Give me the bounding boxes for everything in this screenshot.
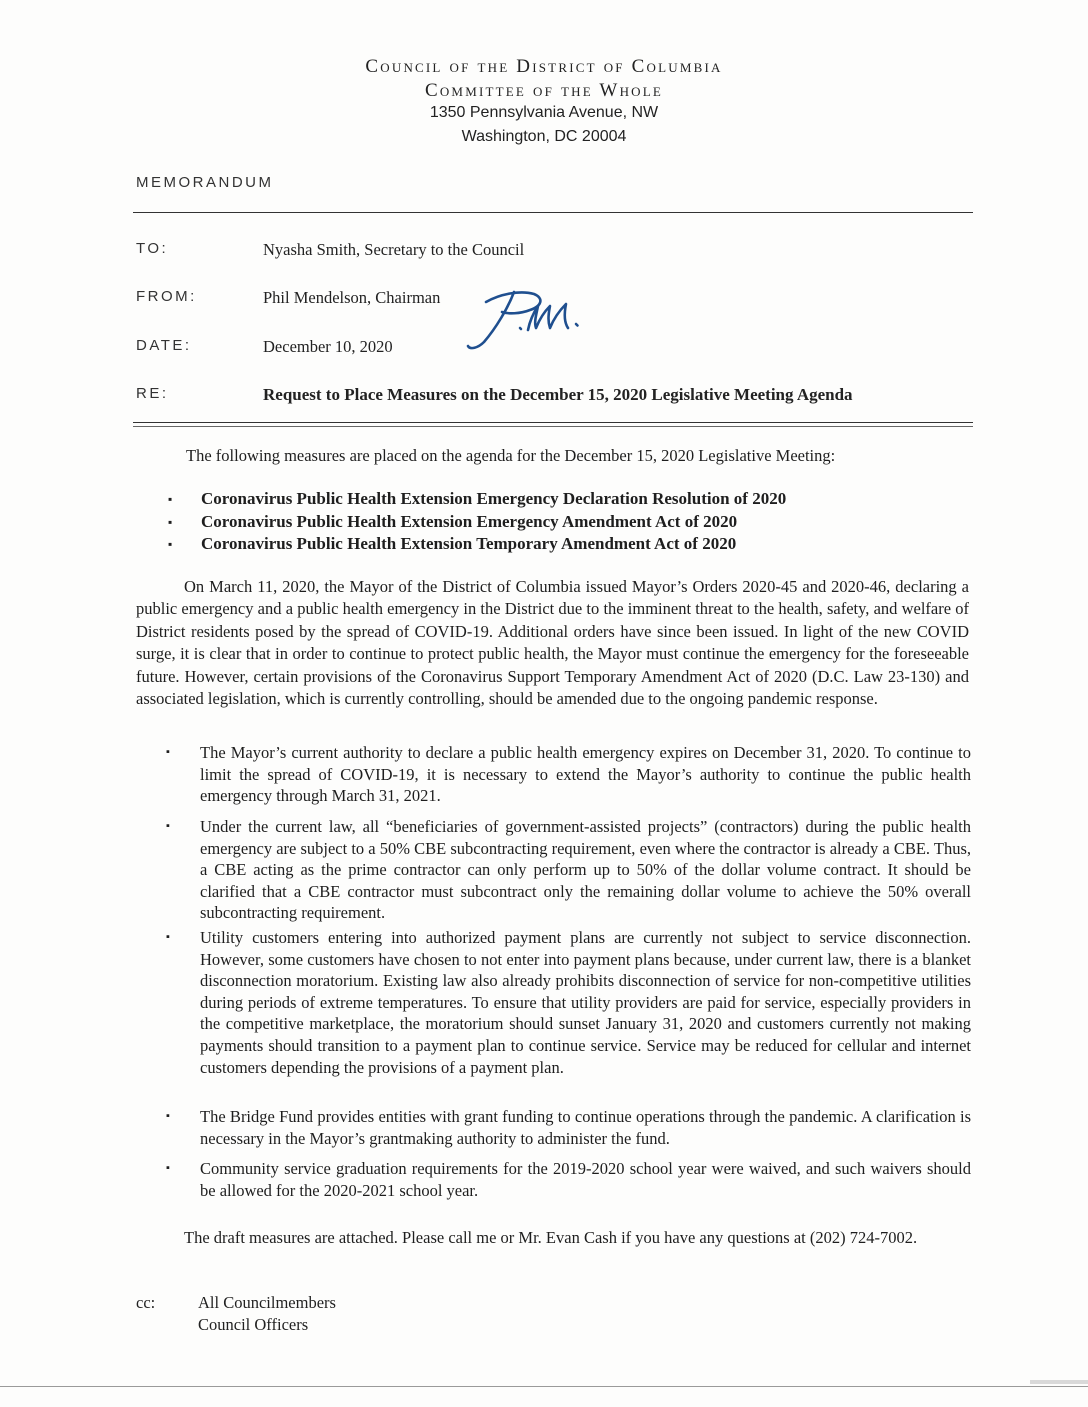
- measure-item: ▪ Coronavirus Public Health Extension Emergency Declaration Resolution of 2020: [168, 488, 928, 511]
- intro-text: The following measures are placed on the agenda for the December 15, 2020 Legislative Meeting:: [186, 446, 836, 465]
- provision-list-item-2: [166, 816, 971, 924]
- committee-name: Committee of the Whole: [424, 80, 664, 101]
- to-label: TO:: [136, 240, 169, 257]
- address-line-2: Washington, DC 20004: [461, 128, 627, 145]
- body-paragraph: On March 11, 2020, the Mayor of the District of Columbia issued Mayor’s Orders 2020-45 and 2020-46, declaring a public emergency and a public health emergency in the District due to the imminent threat to the health, safety, and welfare of District residents posed by the spread of COVID-19. Additional orders have since been issued. In light of the new COVID surge, it is clear that in order to continue to protect public health, the Mayor must continue the emergency for the foreseeable future. However, certain provisions of the Coronavirus Support Temporary Amendment Act of 2020 (D.C. Law 23-130) and associated legislation, which is currently controlling, should be amended due to the ongoing pandemic response.: [136, 577, 969, 709]
- to-value: Nyasha Smith, Secretary to the Council: [263, 240, 525, 259]
- date-label: DATE:: [136, 337, 192, 354]
- footer-divider: [0, 1386, 1088, 1387]
- provision-list-item-5: [166, 1158, 971, 1201]
- provision-item: ▪ Community service graduation requirements for the 2019-2020 school year were waived, and such waivers should be allowed for the 2020-2021 school year.: [166, 1158, 971, 1201]
- from-value: Phil Mendelson, Chairman: [263, 288, 441, 307]
- cc-recipient: All Councilmembers: [198, 1293, 336, 1312]
- memorandum-label: MEMORANDUM: [136, 174, 274, 191]
- cc-recipient: Council Officers: [198, 1315, 309, 1334]
- date-value: December 10, 2020: [263, 337, 393, 356]
- re-value: Request to Place Measures on the December 15, 2020 Legislative Meeting Agenda: [263, 385, 853, 404]
- re-label: RE:: [136, 385, 169, 402]
- provision-item: ▪ Utility customers entering into authorized payment plans are currently not subject to service disconnection. However, some customers have chosen to not enter into payment plans because, under current law, there is a blanket disconnection moratorium. Existing law also already prohibits disconnection of service for non-competitive utilities during periods of extreme temperatures. To ensure that utility providers are paid for service, especially providers in the competitive marketplace, the moratorium should sunset January 31, 2020 and customers currently not making payments should transition to a payment plan to continue service. Service may be reduced for cellular and internet customers depending the provisions of a payment plan.: [166, 927, 971, 1078]
- fields-divider: [133, 422, 973, 423]
- provision-list-item-4: [166, 1106, 971, 1149]
- address-line-1: 1350 Pennsylvania Avenue, NW: [429, 104, 659, 121]
- scan-artifact: [1030, 1380, 1088, 1384]
- measure-item: ▪ Coronavirus Public Health Extension Emergency Amendment Act of 2020: [168, 511, 928, 534]
- provision-list-item-3: [166, 927, 971, 1078]
- provision-item: ▪ The Bridge Fund provides entities with grant funding to continue operations through the pandemic. A clarification is necessary in the Mayor’s grantmaking authority to administer the fund.: [166, 1106, 971, 1149]
- from-label: FROM:: [136, 288, 197, 305]
- provision-item: ▪ The Mayor’s current authority to declare a public health emergency expires on December 31, 2020. To continue to limit the spread of COVID-19, it is necessary to extend the Mayor’s authority to continue the public health emergency through March 31, 2021.: [166, 742, 971, 807]
- cc-label: cc:: [136, 1293, 156, 1312]
- handwritten-signature: [460, 272, 590, 354]
- fields-divider-inner: [133, 426, 973, 427]
- provision-list-item-1: [166, 742, 971, 807]
- header-divider: [133, 212, 973, 213]
- closing-paragraph: The draft measures are attached. Please call me or Mr. Evan Cash if you have any questions at (202) 724-7002.: [184, 1228, 918, 1247]
- measure-item: ▪ Coronavirus Public Health Extension Temporary Amendment Act of 2020: [168, 533, 928, 556]
- measures-list: [168, 488, 928, 556]
- provision-item: ▪ Under the current law, all “beneficiaries of government-assisted projects” (contractors) during the public health emergency are subject to a 50% CBE subcontracting requirement, even where the contractor is already a CBE. Thus, a CBE acting as the prime contractor can only perform up to 50% of the dollar volume contract. It should be clarified that a CBE contractor must subcontract only the remaining dollar volume to achieve the 50% overall subcontracting requirement.: [166, 816, 971, 924]
- council-name: Council of the District of Columbia: [365, 56, 723, 77]
